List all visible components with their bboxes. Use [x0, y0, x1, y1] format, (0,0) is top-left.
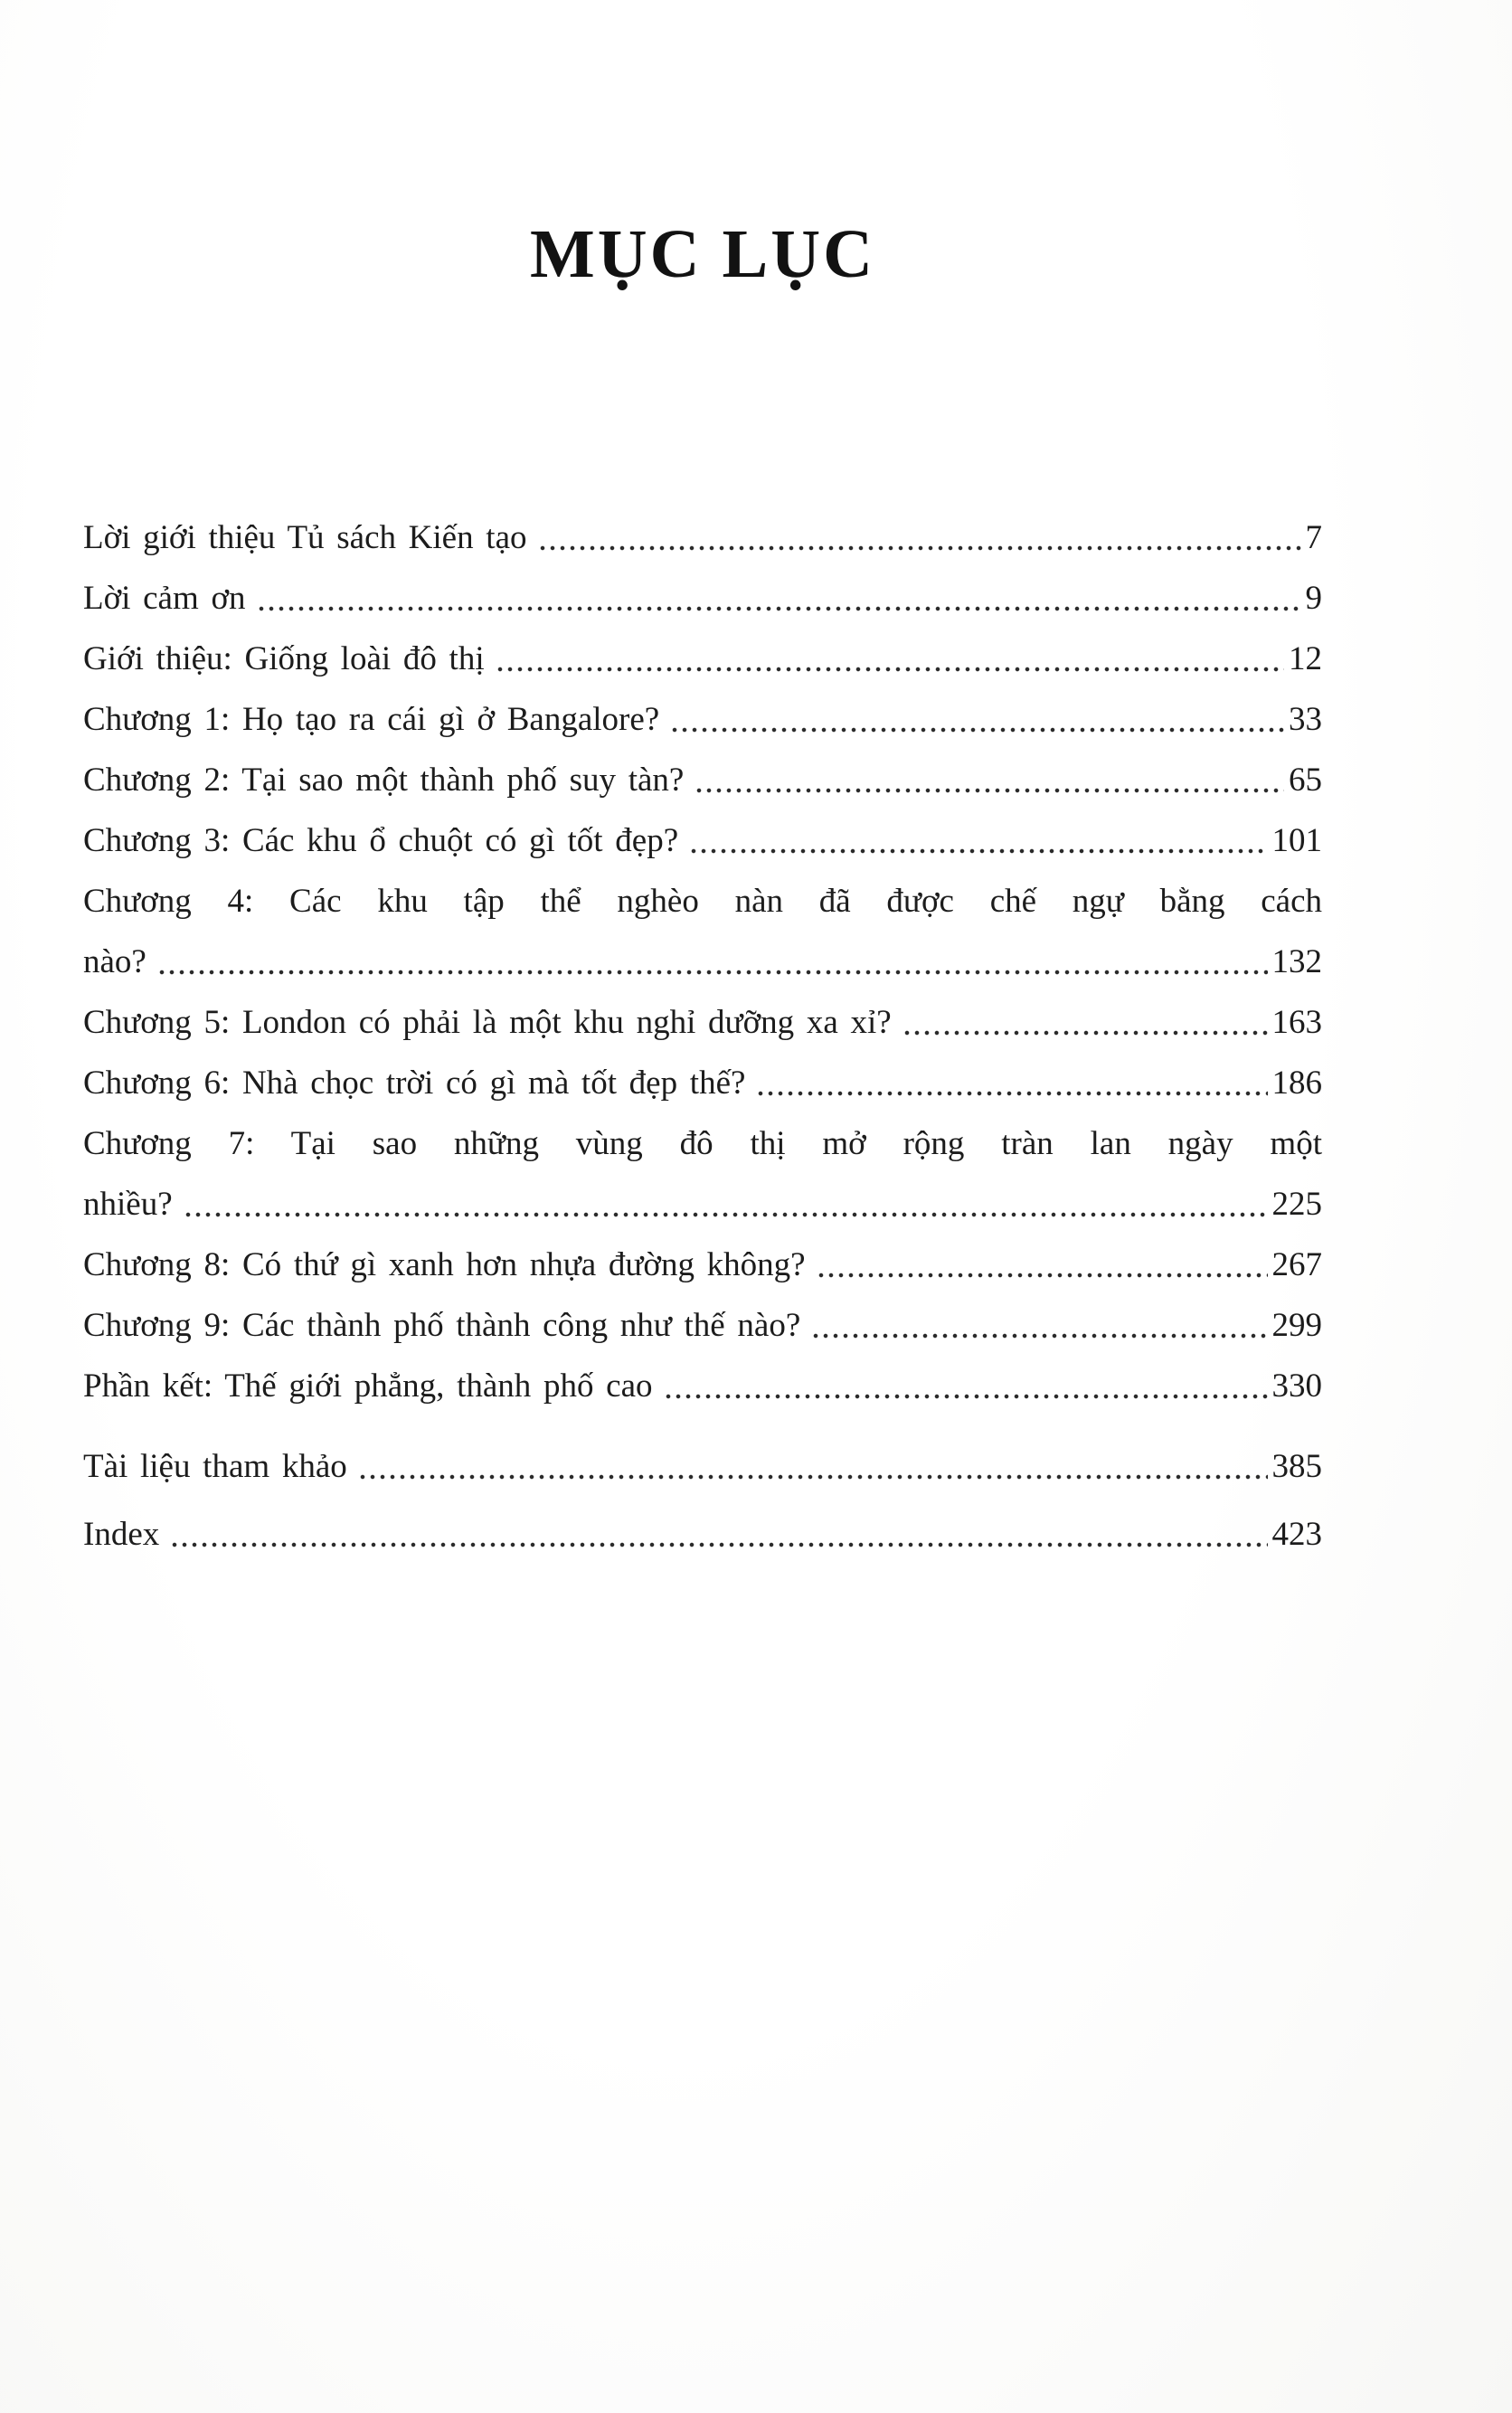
toc-entry-label: Phần kết: Thế giới phẳng, thành phố cao	[83, 1367, 653, 1405]
toc-entry	[83, 1174, 1322, 1235]
page-title: MỤC LỤC	[530, 216, 875, 292]
dotted-leader	[185, 1212, 1268, 1217]
toc-entry-label: Chương 9: Các thành phố thành công như thế nào?	[83, 1307, 801, 1344]
toc-entry	[83, 750, 1322, 810]
toc-page-number: 132	[1271, 943, 1322, 980]
dotted-leader	[666, 1394, 1268, 1399]
toc-entry-label: Chương 8: Có thứ gì xanh hơn nhựa đường không?	[83, 1246, 806, 1283]
toc-entry-label: nào?	[83, 943, 146, 980]
dotted-leader	[691, 848, 1267, 854]
dotted-leader	[818, 1273, 1268, 1278]
dotted-leader	[360, 1474, 1268, 1480]
dotted-leader	[159, 970, 1268, 975]
dotted-leader	[172, 1542, 1267, 1547]
toc-entry	[83, 1504, 1322, 1565]
toc-entry-label: Giới thiệu: Giống loài đô thị	[83, 640, 485, 677]
toc-entry	[83, 932, 1322, 992]
toc-page-number: 267	[1271, 1246, 1322, 1283]
toc-list	[83, 507, 1322, 1565]
toc-page-number: 299	[1271, 1307, 1322, 1344]
dotted-leader	[540, 545, 1301, 551]
toc-entry	[83, 1295, 1322, 1356]
toc-page-number: 385	[1271, 1448, 1322, 1485]
toc-entry	[83, 1356, 1322, 1416]
toc-entry	[83, 568, 1322, 629]
toc-page-number: 163	[1271, 1004, 1322, 1041]
toc-page-number: 423	[1271, 1516, 1322, 1553]
toc-entry-label: Tài liệu tham khảo	[83, 1448, 347, 1485]
toc-entry	[83, 507, 1322, 568]
toc-page-number: 12	[1289, 640, 1322, 677]
dotted-leader	[672, 727, 1284, 733]
toc-page-number: 186	[1271, 1065, 1322, 1102]
toc-entry-label: Chương 3: Các khu ổ chuột có gì tốt đẹp?	[83, 822, 679, 859]
dotted-leader	[758, 1091, 1267, 1096]
dotted-leader	[696, 788, 1284, 793]
toc-page-number: 225	[1271, 1186, 1322, 1223]
toc-entry-label: Lời cảm ơn	[83, 580, 246, 617]
dotted-leader	[904, 1030, 1268, 1036]
toc-page-number: 7	[1305, 519, 1322, 556]
toc-entry	[83, 1053, 1322, 1113]
toc-entry	[83, 629, 1322, 689]
toc-page-number: 330	[1271, 1367, 1322, 1405]
toc-entry	[83, 1436, 1322, 1497]
toc-page-number: 9	[1305, 580, 1322, 617]
toc-entry-label: Chương 5: London có phải là một khu nghỉ dưỡng xa xỉ?	[83, 1004, 892, 1041]
dotted-leader	[497, 667, 1284, 672]
dotted-leader	[259, 606, 1301, 611]
toc-entry	[83, 1235, 1322, 1295]
toc-page-number: 33	[1289, 701, 1322, 738]
toc-entry	[83, 992, 1322, 1053]
toc-entry	[83, 689, 1322, 750]
toc-entry-label: Chương 6: Nhà chọc trời có gì mà tốt đẹp thế?	[83, 1065, 746, 1102]
toc-entry-line1: Chương 7: Tại sao những vùng đô thị mở rộng tràn lan ngày một	[83, 1125, 1322, 1162]
dotted-leader	[813, 1333, 1267, 1339]
toc-page-number: 101	[1271, 822, 1322, 859]
toc-page-number: 65	[1289, 762, 1322, 799]
toc-entry-label: Chương 2: Tại sao một thành phố suy tàn?	[83, 762, 685, 799]
toc-entry-label: Index	[83, 1516, 160, 1553]
toc-entry-label: Lời giới thiệu Tủ sách Kiến tạo	[83, 519, 527, 556]
toc-entry-label: nhiều?	[83, 1186, 173, 1223]
toc-entry-line1: Chương 4: Các khu tập thể nghèo nàn đã được chế ngự bằng cách	[83, 883, 1322, 920]
toc-entry-label: Chương 1: Họ tạo ra cái gì ở Bangalore?	[83, 701, 660, 738]
toc-entry	[83, 810, 1322, 871]
